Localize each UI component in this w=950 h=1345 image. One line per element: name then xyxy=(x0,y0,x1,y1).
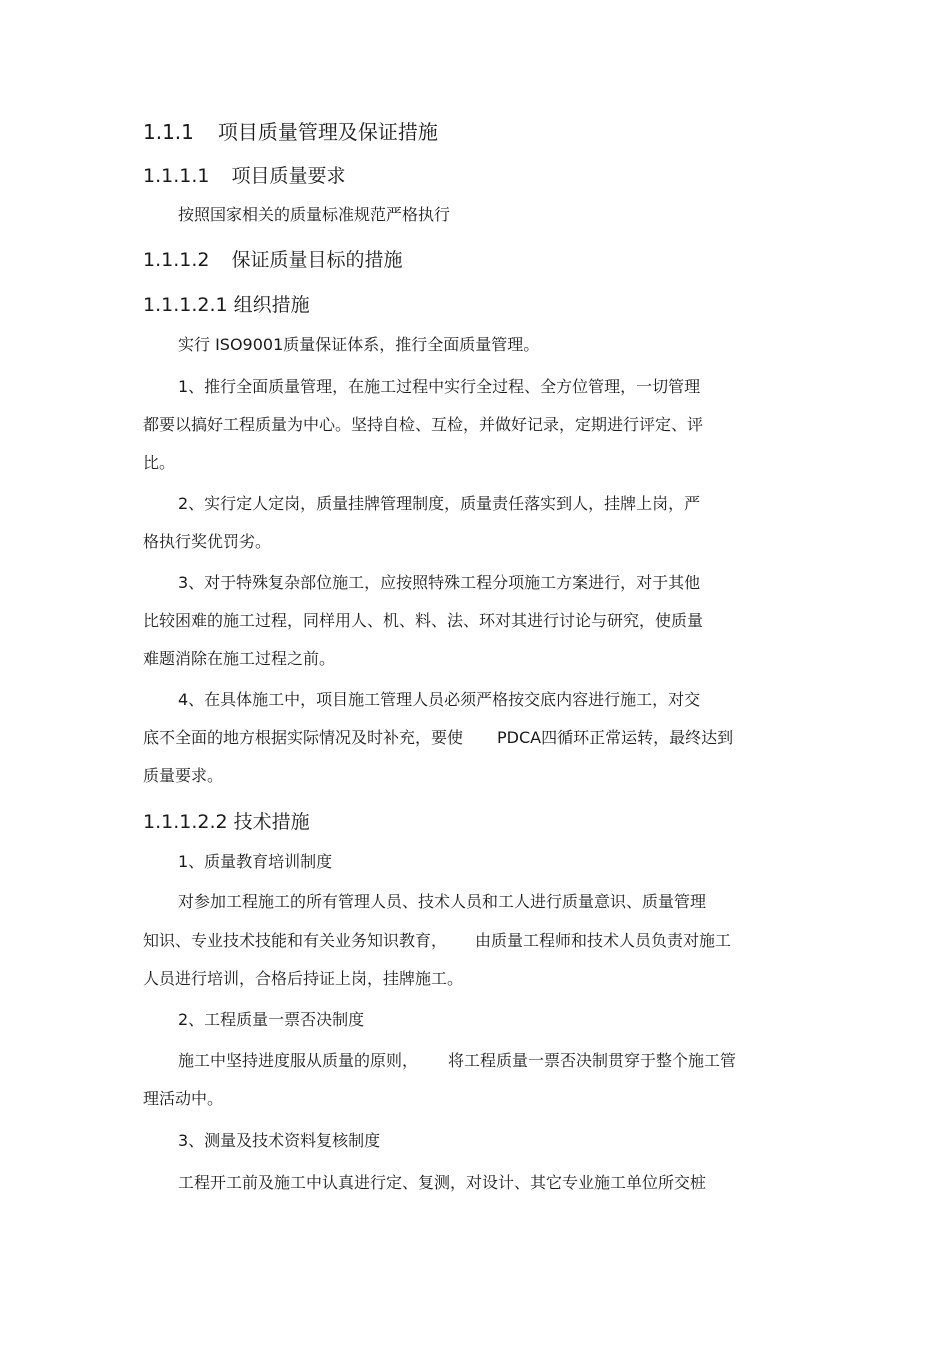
item-3-line-3: 难题消除在施工过程之前。 xyxy=(143,649,336,668)
heading-1-1-1-2 xyxy=(143,251,403,270)
tech-2-line-1-part-b: 将工程质量一票否决制贯穿于整个施工管 xyxy=(448,1051,737,1070)
item-4-line-3: 质量要求。 xyxy=(143,766,224,785)
tech-1-line-3: 人员进行培训，合格后持证上岗，挂牌施工。 xyxy=(143,969,464,988)
item-1-line-2: 都要以搞好工程质量为中心。坚持自检、互检，并做好记录，定期进行评定、评 xyxy=(143,415,704,434)
heading-number: 1.1.1 xyxy=(143,120,194,144)
paragraph-requirement: 按照国家相关的质量标准规范严格执行 xyxy=(178,205,451,224)
item-1-line-1: 1、推行全面质量管理，在施工过程中实行全过程、全方位管理，一切管理 xyxy=(178,377,701,396)
item-4-line-2-part-a: 底不全面的地方根据实际情况及时补充，要使 xyxy=(143,728,464,747)
heading-1-1-1-2-1: 1.1.1.2.1 组织措施 xyxy=(143,294,310,316)
heading-number: 1.1.1.2 xyxy=(143,249,210,271)
heading-1-1-1-2-2: 1.1.1.2.2 技术措施 xyxy=(143,811,310,833)
item-4-line-2 xyxy=(143,730,733,746)
item-3-line-1: 3、对于特殊复杂部位施工，应按照特殊工程分项施工方案进行，对于其他 xyxy=(178,573,701,592)
heading-title: 项目质量要求 xyxy=(231,165,346,187)
paragraph-iso: 实行 ISO9001质量保证体系，推行全面质量管理。 xyxy=(178,335,540,354)
item-2-line-2: 格执行奖优罚劣。 xyxy=(143,532,272,551)
tech-1-line-2 xyxy=(143,933,731,949)
tech-2-line-1-part-a: 施工中坚持进度服从质量的原则， xyxy=(178,1051,419,1070)
item-1-line-3: 比。 xyxy=(143,453,176,472)
tech-1-line-1: 对参加工程施工的所有管理人员、技术人员和工人进行质量意识、质量管理 xyxy=(178,892,707,911)
tech-3-title: 3、测量及技术资料复核制度 xyxy=(178,1131,381,1150)
item-4-line-1: 4、在具体施工中，项目施工管理人员必须严格按交底内容进行施工，对交 xyxy=(178,690,701,709)
item-4-line-2-part-b: PDCA四循环正常运转，最终达到 xyxy=(497,728,734,747)
tech-3-line-1: 工程开工前及施工中认真进行定、复测，对设计、其它专业施工单位所交桩 xyxy=(178,1173,707,1192)
heading-title: 项目质量管理及保证措施 xyxy=(217,120,438,144)
tech-1-title: 1、质量教育培训制度 xyxy=(178,852,333,871)
heading-1-1-1 xyxy=(143,122,438,142)
tech-2-line-1 xyxy=(178,1053,736,1069)
tech-1-line-2-part-a: 知识、专业技术技能和有关业务知识教育， xyxy=(143,931,448,950)
heading-number: 1.1.1.1 xyxy=(143,165,210,187)
tech-2-title: 2、工程质量一票否决制度 xyxy=(178,1010,365,1029)
heading-title: 保证质量目标的措施 xyxy=(231,249,403,271)
heading-1-1-1-1 xyxy=(143,167,346,186)
tech-2-line-2: 理活动中。 xyxy=(143,1089,224,1108)
tech-1-line-2-part-b: 由质量工程师和技术人员负责对施工 xyxy=(475,931,732,950)
item-2-line-1: 2、实行定人定岗，质量挂牌管理制度，质量责任落实到人，挂牌上岗，严 xyxy=(178,494,701,513)
item-3-line-2: 比较困难的施工过程，同样用人、机、料、法、环对其进行讨论与研究，使质量 xyxy=(143,611,704,630)
